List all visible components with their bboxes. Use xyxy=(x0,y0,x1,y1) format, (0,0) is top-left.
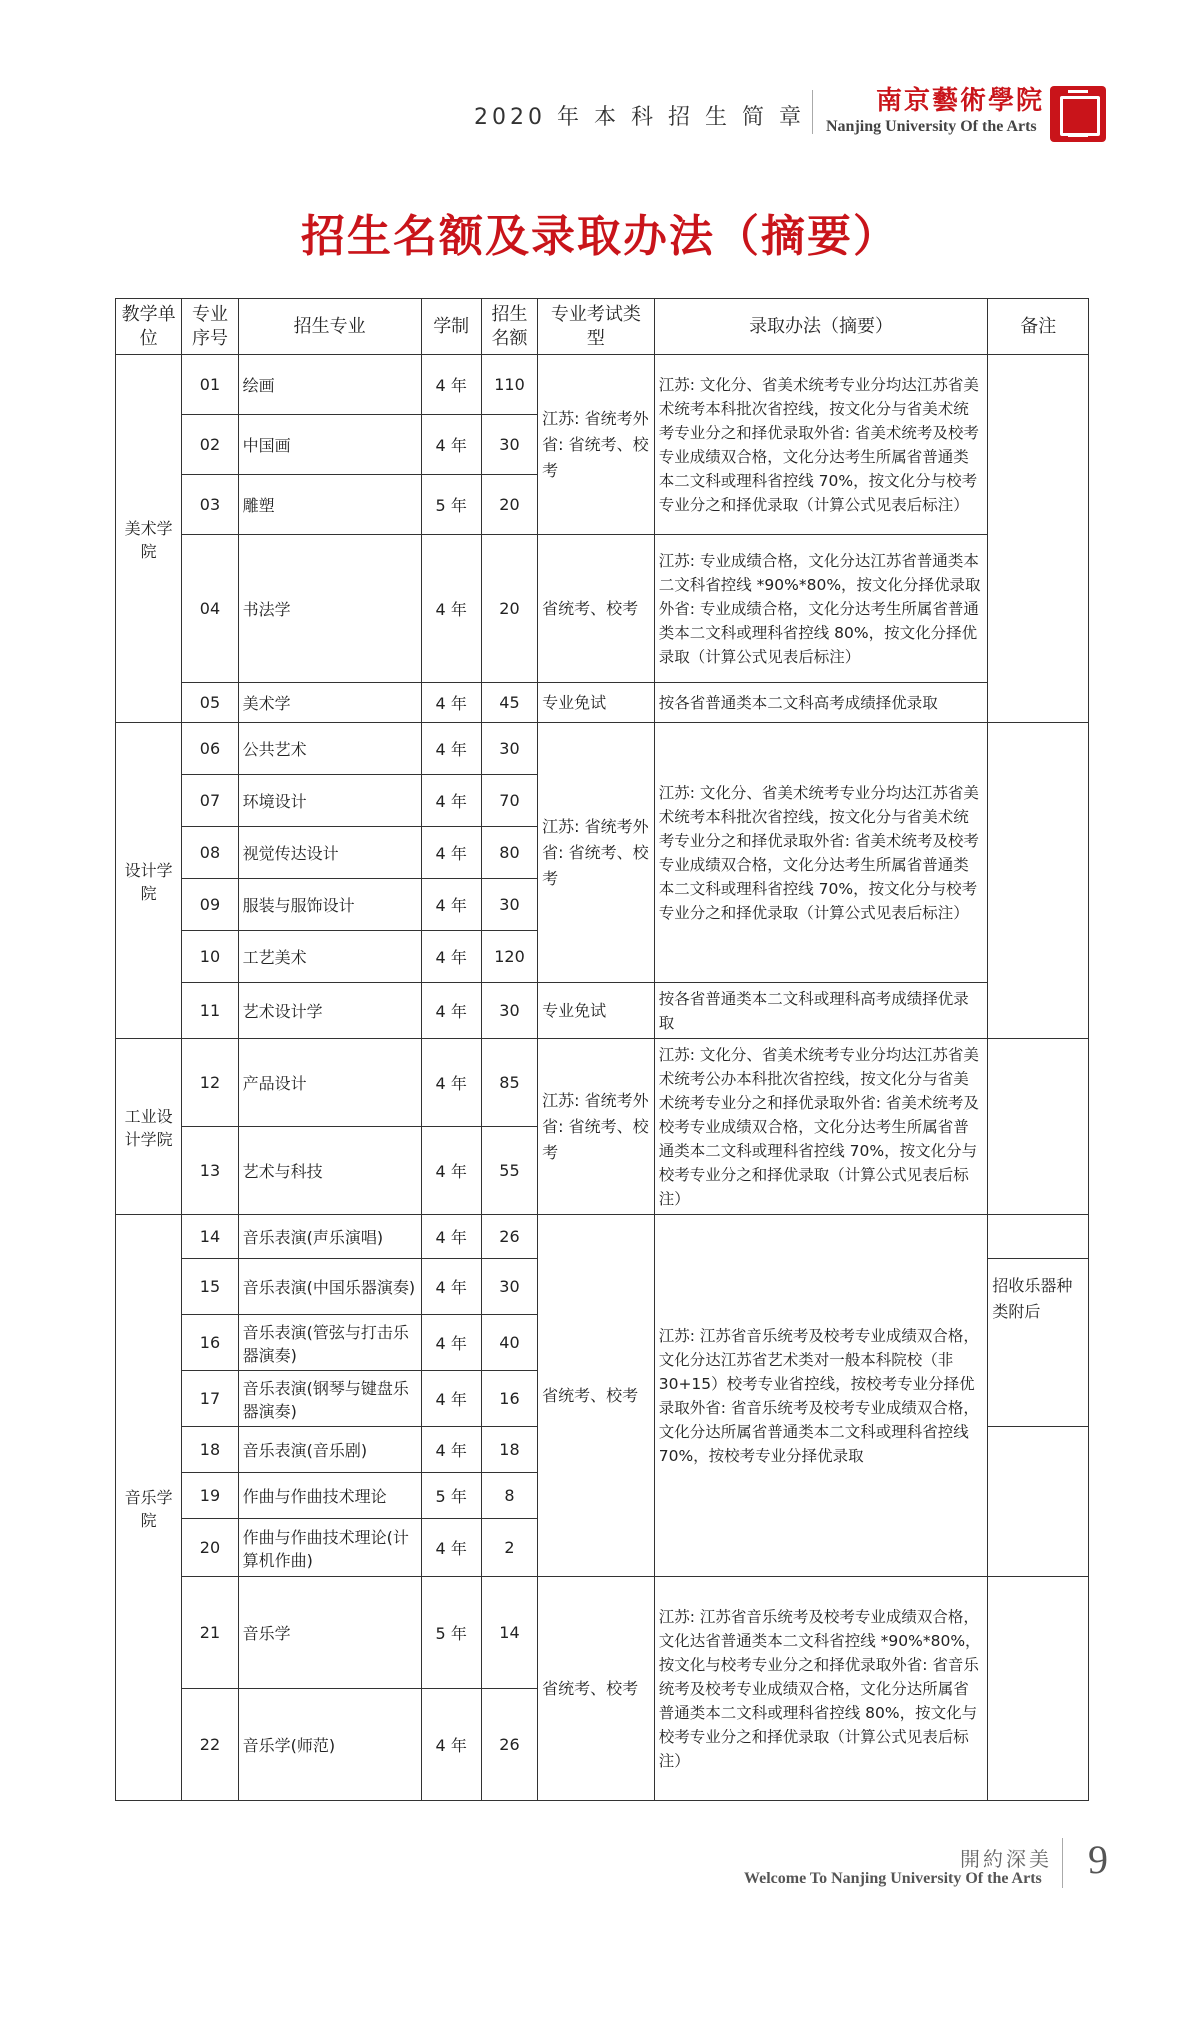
seq-cell: 22 xyxy=(182,1689,238,1801)
seal-logo-icon xyxy=(1050,86,1106,142)
years-cell: 4 年 xyxy=(421,931,481,983)
table-row xyxy=(116,683,1089,723)
major-cell: 公共艺术 xyxy=(238,723,421,775)
major-cell: 工艺美术 xyxy=(238,931,421,983)
quota-cell: 40 xyxy=(481,1315,537,1371)
seq-cell: 11 xyxy=(182,983,238,1039)
major-cell: 作曲与作曲技术理论(计算机作曲) xyxy=(238,1519,421,1577)
unit-cell: 工业设计学院 xyxy=(116,1039,182,1215)
seq-cell: 18 xyxy=(182,1427,238,1473)
seq-cell: 15 xyxy=(182,1259,238,1315)
quota-cell: 26 xyxy=(481,1689,537,1801)
years-cell: 4 年 xyxy=(421,683,481,723)
admission-table xyxy=(115,298,1089,1801)
note-cell xyxy=(988,355,1089,723)
quota-cell: 20 xyxy=(481,475,537,535)
major-cell: 音乐表演(钢琴与键盘乐器演奏) xyxy=(238,1371,421,1427)
quota-cell: 18 xyxy=(481,1427,537,1473)
method-cell: 江苏: 文化分、省美术统考专业分均达江苏省美术统考公办本科批次省控线，按文化分与省美术统考专业分之和择优录取外省: 省美术统考及校考专业成绩双合格，文化分达考生所属省普通类本二文科或理科省控线 70%，按文化分与校考专业分之和择优录取（计算公式见表后标注） xyxy=(654,1039,988,1215)
major-cell: 音乐表演(中国乐器演奏) xyxy=(238,1259,421,1315)
years-cell: 4 年 xyxy=(421,1039,481,1127)
major-cell: 中国画 xyxy=(238,415,421,475)
years-cell: 4 年 xyxy=(421,1519,481,1577)
quota-cell: 30 xyxy=(481,879,537,931)
seq-cell: 17 xyxy=(182,1371,238,1427)
seq-cell: 07 xyxy=(182,775,238,827)
major-cell: 音乐表演(管弦与打击乐器演奏) xyxy=(238,1315,421,1371)
quota-cell: 30 xyxy=(481,723,537,775)
method-cell: 江苏: 文化分、省美术统考专业分均达江苏省美术统考本科批次省控线，按文化分与省美术统考专业分之和择优录取外省: 省美术统考及校考专业成绩双合格，文化分达考生所属省普通类本二文科或理科省控线 70%，按文化分与校考专业分之和择优录取（计算公式见表后标注） xyxy=(654,355,988,535)
quota-cell: 30 xyxy=(481,1259,537,1315)
major-cell: 音乐表演(音乐剧) xyxy=(238,1427,421,1473)
footer-slogan-en: Welcome To Nanjing University Of the Arts xyxy=(744,1870,1042,1887)
exam-type-cell: 省统考、校考 xyxy=(538,1215,655,1577)
method-cell: 江苏: 江苏省音乐统考及校考专业成绩双合格，文化分达江苏省艺术类对一般本科院校（非 30+15）校考专业省控线，按校考专业分择优录取外省: 省音乐统考及校考专业成绩双合格，文化分达所属省普通类本二文科或理科省控线 70%，按校考专业分择优录取 xyxy=(654,1215,988,1577)
quota-cell: 16 xyxy=(481,1371,537,1427)
quota-cell: 2 xyxy=(481,1519,537,1577)
method-cell: 按各省普通类本二文科高考成绩择优录取 xyxy=(654,683,988,723)
footer-slogan: 開約深美 xyxy=(960,1847,1052,1871)
page-title: 招生名额及录取办法（摘要） xyxy=(301,211,899,262)
university-name-en: Nanjing University Of the Arts xyxy=(826,118,1037,135)
note-cell xyxy=(988,723,1089,1039)
note-cell xyxy=(988,1215,1089,1259)
years-cell: 4 年 xyxy=(421,1259,481,1315)
table-row xyxy=(116,723,1089,775)
seq-cell: 01 xyxy=(182,355,238,415)
exam-type-cell: 江苏: 省统考外省: 省统考、校考 xyxy=(538,723,655,983)
major-cell: 雕塑 xyxy=(238,475,421,535)
major-cell: 艺术与科技 xyxy=(238,1127,421,1215)
major-cell: 环境设计 xyxy=(238,775,421,827)
quota-cell: 80 xyxy=(481,827,537,879)
table-row xyxy=(116,355,1089,415)
years-cell: 4 年 xyxy=(421,355,481,415)
header-major: 招生专业 xyxy=(238,299,421,355)
years-cell: 5 年 xyxy=(421,475,481,535)
seq-cell: 06 xyxy=(182,723,238,775)
method-cell: 按各省普通类本二文科或理科高考成绩择优录取 xyxy=(654,983,988,1039)
major-cell: 产品设计 xyxy=(238,1039,421,1127)
university-logo-text: 南京藝術學院 xyxy=(876,86,1045,116)
table-row xyxy=(116,1039,1089,1127)
quota-cell: 110 xyxy=(481,355,537,415)
header-years: 学制 xyxy=(421,299,481,355)
seq-cell: 19 xyxy=(182,1473,238,1519)
major-cell: 视觉传达设计 xyxy=(238,827,421,879)
method-cell: 江苏: 江苏省音乐统考及校考专业成绩双合格，文化达省普通类本二文科省控线 *90%*80%，按文化与校考专业分之和择优录取外省: 省音乐统考及校考专业成绩双合格，文化分达所属省普通类本二文科或理科省控线 80%，按文化与校考专业分之和择优录取（计算公式见表后标注） xyxy=(654,1577,988,1801)
footer-divider xyxy=(1062,1838,1063,1888)
header-unit: 教学单位 xyxy=(116,299,182,355)
quota-cell: 26 xyxy=(481,1215,537,1259)
note-cell xyxy=(988,1427,1089,1577)
seq-cell: 21 xyxy=(182,1577,238,1689)
years-cell: 5 年 xyxy=(421,1473,481,1519)
seq-cell: 14 xyxy=(182,1215,238,1259)
major-cell: 绘画 xyxy=(238,355,421,415)
seq-cell: 20 xyxy=(182,1519,238,1577)
major-cell: 服装与服饰设计 xyxy=(238,879,421,931)
quota-cell: 30 xyxy=(481,415,537,475)
seq-cell: 02 xyxy=(182,415,238,475)
brochure-title: 2020 年 本 科 招 生 简 章 xyxy=(474,105,805,130)
major-cell: 音乐表演(声乐演唱) xyxy=(238,1215,421,1259)
table-row xyxy=(116,535,1089,683)
years-cell: 4 年 xyxy=(421,535,481,683)
header-exam-type: 专业考试类型 xyxy=(538,299,655,355)
seq-cell: 05 xyxy=(182,683,238,723)
seq-cell: 10 xyxy=(182,931,238,983)
quota-cell: 20 xyxy=(481,535,537,683)
quota-cell: 120 xyxy=(481,931,537,983)
quota-cell: 14 xyxy=(481,1577,537,1689)
exam-type-cell: 江苏: 省统考外省: 省统考、校考 xyxy=(538,355,655,535)
years-cell: 4 年 xyxy=(421,1127,481,1215)
seq-cell: 03 xyxy=(182,475,238,535)
table-header-row xyxy=(116,299,1089,355)
seq-cell: 16 xyxy=(182,1315,238,1371)
quota-cell: 30 xyxy=(481,983,537,1039)
years-cell: 4 年 xyxy=(421,983,481,1039)
method-cell: 江苏: 文化分、省美术统考专业分均达江苏省美术统考本科批次省控线，按文化分与省美术统考专业分之和择优录取外省: 省美术统考及校考专业成绩双合格，文化分达考生所属省普通类本二文科或理科省控线 70%，按文化分与校考专业分之和择优录取（计算公式见表后标注） xyxy=(654,723,988,983)
major-cell: 音乐学 xyxy=(238,1577,421,1689)
table-row xyxy=(116,983,1089,1039)
years-cell: 4 年 xyxy=(421,1215,481,1259)
major-cell: 作曲与作曲技术理论 xyxy=(238,1473,421,1519)
seq-cell: 08 xyxy=(182,827,238,879)
quota-cell: 70 xyxy=(481,775,537,827)
years-cell: 4 年 xyxy=(421,827,481,879)
header-note: 备注 xyxy=(988,299,1089,355)
years-cell: 4 年 xyxy=(421,1371,481,1427)
major-cell: 音乐学(师范) xyxy=(238,1689,421,1801)
header-divider xyxy=(812,90,813,134)
table-row xyxy=(116,1577,1089,1689)
quota-cell: 8 xyxy=(481,1473,537,1519)
exam-type-cell: 省统考、校考 xyxy=(538,1577,655,1801)
header-seq: 专业序号 xyxy=(182,299,238,355)
quota-cell: 45 xyxy=(481,683,537,723)
note-cell xyxy=(988,1577,1089,1801)
exam-type-cell: 专业免试 xyxy=(538,683,655,723)
header-method: 录取办法（摘要） xyxy=(654,299,988,355)
major-cell: 美术学 xyxy=(238,683,421,723)
major-cell: 书法学 xyxy=(238,535,421,683)
quota-cell: 85 xyxy=(481,1039,537,1127)
seq-cell: 04 xyxy=(182,535,238,683)
method-cell: 江苏: 专业成绩合格，文化分达江苏省普通类本二文科省控线 *90%*80%，按文化分择优录取外省: 专业成绩合格，文化分达考生所属省普通类本二文科或理科省控线 80%，按文化分择优录取（计算公式见表后标注） xyxy=(654,535,988,683)
seq-cell: 13 xyxy=(182,1127,238,1215)
years-cell: 4 年 xyxy=(421,415,481,475)
table-row xyxy=(116,1215,1089,1259)
unit-cell: 美术学院 xyxy=(116,355,182,723)
years-cell: 4 年 xyxy=(421,723,481,775)
years-cell: 4 年 xyxy=(421,879,481,931)
exam-type-cell: 省统考、校考 xyxy=(538,535,655,683)
years-cell: 4 年 xyxy=(421,1427,481,1473)
years-cell: 5 年 xyxy=(421,1577,481,1689)
note-cell: 招收乐器种类附后 xyxy=(988,1259,1089,1427)
unit-cell: 音乐学院 xyxy=(116,1215,182,1801)
exam-type-cell: 专业免试 xyxy=(538,983,655,1039)
years-cell: 4 年 xyxy=(421,1315,481,1371)
quota-cell: 55 xyxy=(481,1127,537,1215)
unit-cell: 设计学院 xyxy=(116,723,182,1039)
header-quota: 招生名额 xyxy=(481,299,537,355)
exam-type-cell: 江苏: 省统考外省: 省统考、校考 xyxy=(538,1039,655,1215)
seq-cell: 09 xyxy=(182,879,238,931)
years-cell: 4 年 xyxy=(421,775,481,827)
seq-cell: 12 xyxy=(182,1039,238,1127)
note-cell xyxy=(988,1039,1089,1215)
page-number: 9 xyxy=(1088,1837,1108,1882)
major-cell: 艺术设计学 xyxy=(238,983,421,1039)
years-cell: 4 年 xyxy=(421,1689,481,1801)
